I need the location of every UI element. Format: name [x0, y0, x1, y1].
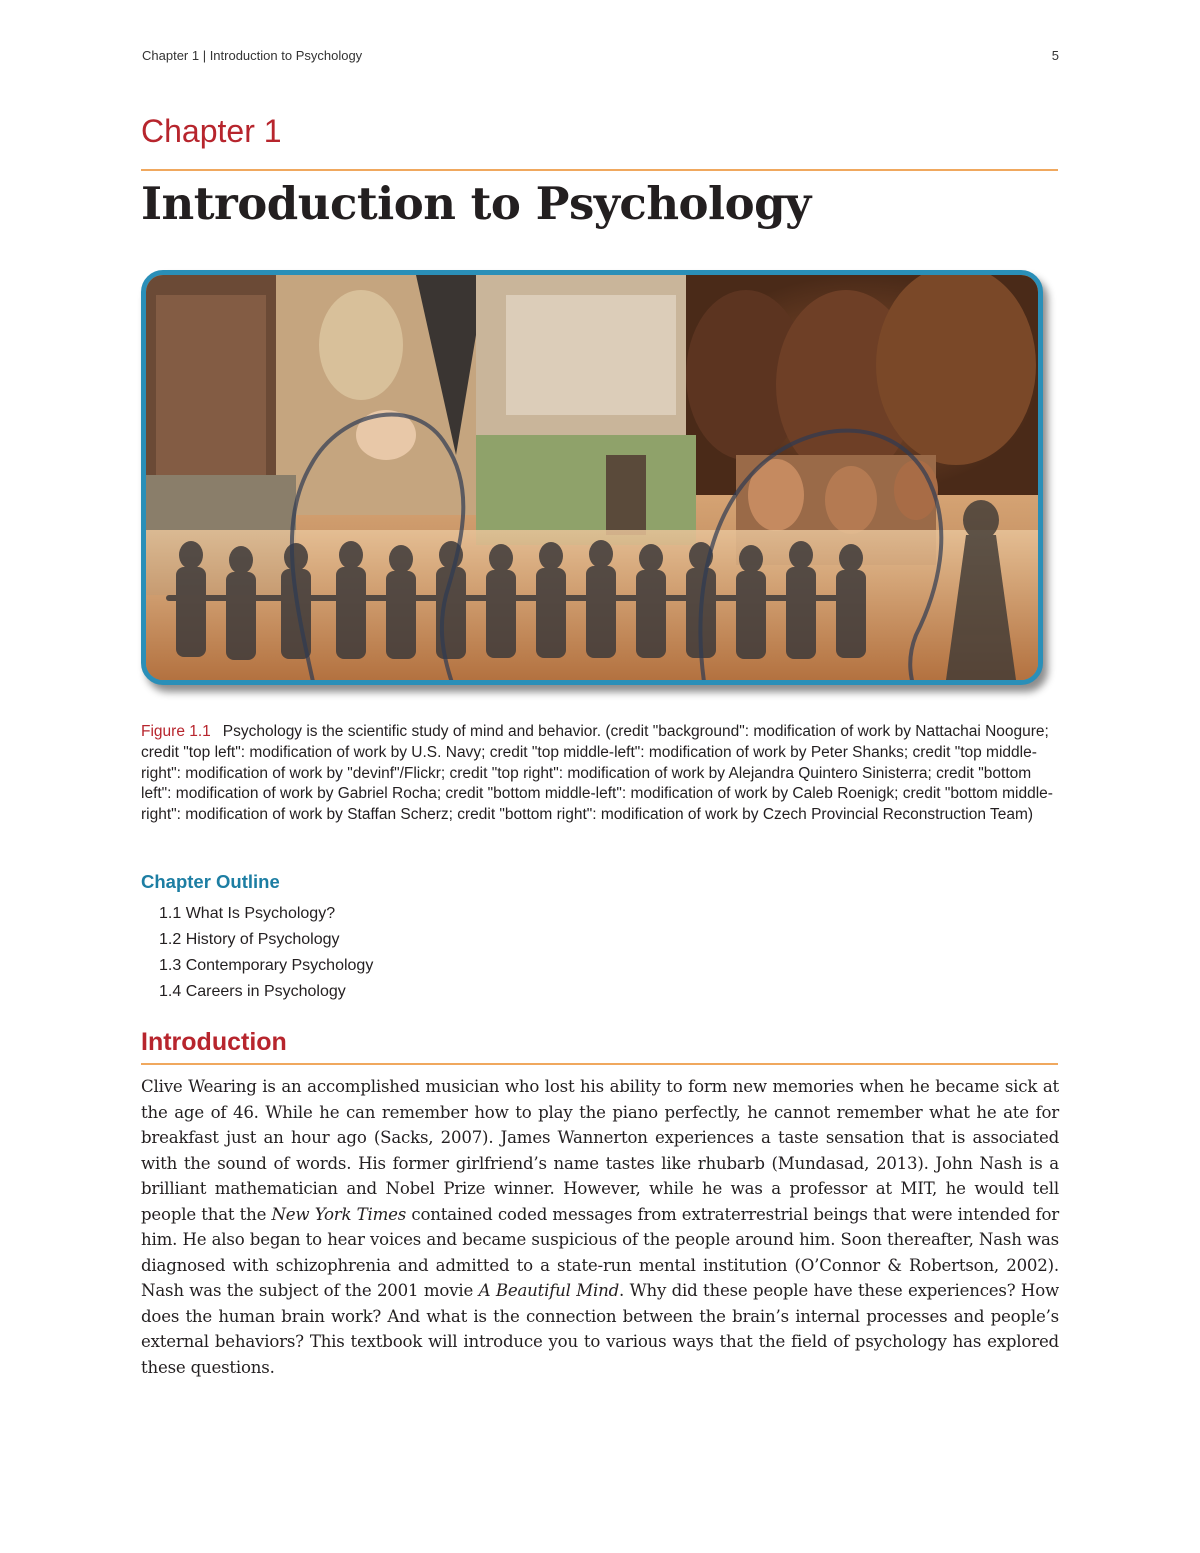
figure-caption [141, 722, 1059, 826]
figure-collage [141, 270, 1043, 685]
intro-italic-nyt: New York Times [271, 1204, 407, 1224]
intro-text-2: contained coded messages from extraterrestrial beings that were intended for him. He also began to hear voices and became suspicious of the people around him. Soon thereafter, Nash was diagnosed with schizophrenia and admitted to a state-run mental institution (O’Connor & Robertson, 2002). Nash was the subject of the 2001 movie [141, 1204, 1059, 1300]
chapter-outline-list [159, 904, 373, 1008]
chapter-outline-heading: Chapter Outline [141, 871, 280, 892]
running-header [142, 48, 1059, 66]
introduction-paragraph [141, 1074, 1059, 1380]
outline-item[interactable]: 1.3 Contemporary Psychology [159, 957, 374, 974]
outline-item[interactable]: 1.1 What Is Psychology? [159, 905, 336, 922]
running-title: Chapter 1 | Introduction to Psychology [142, 48, 363, 63]
figure-caption-text: Psychology is the scientific study of mind and behavior. (credit "background": modification of work by Nattachai Noogure; credit "top left": modification of work by U.S. Navy; credit "top middle-left": modification of work by Peter Shanks; credit "top middle-right": modification of work by "devinf"/Flickr; credit "top right": modification of work by Alejandra Quintero Sinisterra; credit "bottom left": modification of work by Gabriel Rocha; credit "bottom middle-left": modification of work by Caleb Roenigk; credit "bottom middle-right": modification of work by Staffan Scherz; credit "bottom right": modification of work by Czech Provincial Reconstruction Team) [141, 723, 1053, 824]
chapter-rule [141, 169, 1058, 171]
figure-label: Figure 1.1 [141, 723, 211, 740]
intro-text-3: . Why did these people have these experiences? How does the human brain work? And what is the connection between the brain’s internal processes and people’s external behaviors? This textbook will introduce you to various ways that the field of psychology has explored these questions. [141, 1281, 1059, 1377]
chapter-title: Introduction to Psychology [141, 177, 811, 230]
page-number: 5 [1051, 48, 1059, 63]
collage-image [146, 275, 1038, 680]
introduction-rule [141, 1063, 1058, 1065]
chapter-label: Chapter 1 [141, 113, 282, 149]
intro-italic-movie: A Beautiful Mind [478, 1281, 620, 1300]
intro-text-1: Clive Wearing is an accomplished musician who lost his ability to form new memories when he became sick at the age of 46. While he can remember how to play the piano perfectly, he cannot remember what he ate for breakfast just an hour ago (Sacks, 2007). James Wannerton experiences a taste sensation that is associated with the sound of words. His former girlfriend’s name tastes like rhubarb (Mundasad, 2013). John Nash is a brilliant mathematician and Nobel Prize winner. However, while he was a professor at MIT, he would tell people that the [141, 1077, 1059, 1224]
introduction-heading: Introduction [141, 1028, 287, 1056]
outline-item[interactable]: 1.2 History of Psychology [159, 931, 340, 948]
outline-item[interactable]: 1.4 Careers in Psychology [159, 983, 346, 1000]
